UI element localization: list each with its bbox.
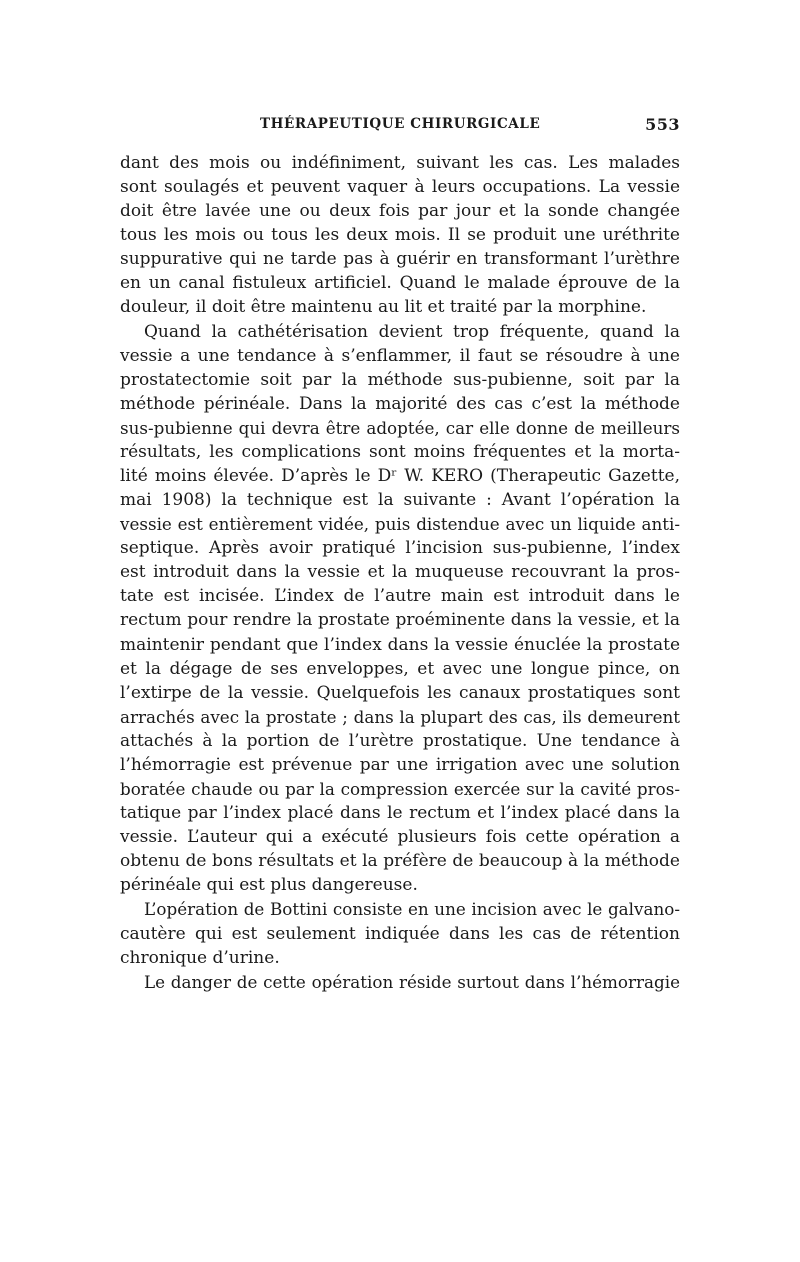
running-head (120, 116, 680, 138)
text-line: tatique par l’index placé dans le rectum et l’index placé dans la (120, 803, 680, 824)
text-line: l’hémorragie est prévenue par une irrigation avec une solution (120, 754, 680, 775)
text-line: maintenir pendant que l’index dans la vessie énuclée la prostate (120, 634, 680, 655)
text-line: suppurative qui ne tarde pas à guérir en transformant l’urèthre (120, 249, 680, 270)
text-line: l’extirpe de la vessie. Quelquefois les canaux prostatiques sont (120, 682, 680, 703)
text-line: boratée chaude ou par la compression exercée sur la cavité pros- (120, 779, 680, 800)
text-line: vessie a une tendance à s’enflammer, il faut se résoudre à une (120, 345, 680, 366)
text-line: lité moins élevée. D’après le Dʳ W. KERO (Therapeutic Gazette, (120, 466, 680, 487)
text-line: tate est incisée. L’index de l’autre main est introduit dans le (120, 586, 680, 607)
text-line: dant des mois ou indéfiniment, suivant les cas. Les malades (120, 153, 680, 173)
text-line: Le danger de cette opération réside surtout dans l’hémorragie (144, 971, 680, 992)
text-line: Quand la cathétérisation devient trop fréquente, quand la (144, 321, 680, 342)
text-line: et la dégage de ses enveloppes, et avec une longue pince, on (120, 658, 680, 679)
text-line: est introduit dans la vessie et la muqueuse recouvrant la pros- (120, 562, 680, 583)
text-line: périnéale qui est plus dangereuse. (120, 875, 418, 896)
text-line: arrachés avec la prostate ; dans la plupart des cas, ils demeurent (120, 706, 680, 727)
text-line: sus-pubienne qui devra être adoptée, car elle donne de meilleurs (120, 417, 680, 438)
text-line: L’opération de Bottini consiste en une incision avec le galvano- (144, 899, 680, 920)
text-line: douleur, il doit être maintenu au lit et traité par la morphine. (120, 297, 647, 318)
text-line: vessie est entièrement vidée, puis distendue avec un liquide anti- (120, 514, 680, 535)
text-line: méthode périnéale. Dans la majorité des cas c’est la méthode (120, 393, 680, 414)
body-text (120, 151, 680, 994)
text-line: chronique d’urine. (120, 947, 280, 968)
text-line: sont soulagés et peuvent vaquer à leurs occupations. La vessie (120, 177, 680, 198)
text-line: vessie. L’auteur qui a exécuté plusieurs fois cette opération a (120, 827, 680, 848)
text-line: mai 1908) la technique est la suivante : Avant l’opération la (120, 490, 680, 511)
text-line: prostatectomie soit par la méthode sus-pubienne, soit par la (120, 369, 680, 390)
text-line: septique. Après avoir pratiqué l’incision sus-pubienne, l’index (120, 538, 680, 559)
text-line: attachés à la portion de l’urètre prostatique. Une tendance à (120, 730, 680, 751)
running-title: THÉRAPEUTIQUE CHIRURGICALE (260, 116, 541, 132)
text-line: rectum pour rendre la prostate proéminente dans la vessie, et la (120, 610, 680, 631)
text-line: obtenu de bons résultats et la préfère de beaucoup à la méthode (120, 851, 680, 872)
text-line: tous les mois ou tous les deux mois. Il se produit une uréthrite (120, 225, 680, 246)
page-number: 553 (645, 115, 680, 134)
text-line: doit être lavée une ou deux fois par jour et la sonde changée (120, 201, 680, 222)
text-line: en un canal fistuleux artificiel. Quand le malade éprouve de la (120, 273, 680, 294)
text-line: résultats, les complications sont moins fréquentes et la morta- (120, 441, 680, 462)
text-line: cautère qui est seulement indiquée dans les cas de rétention (120, 923, 680, 944)
